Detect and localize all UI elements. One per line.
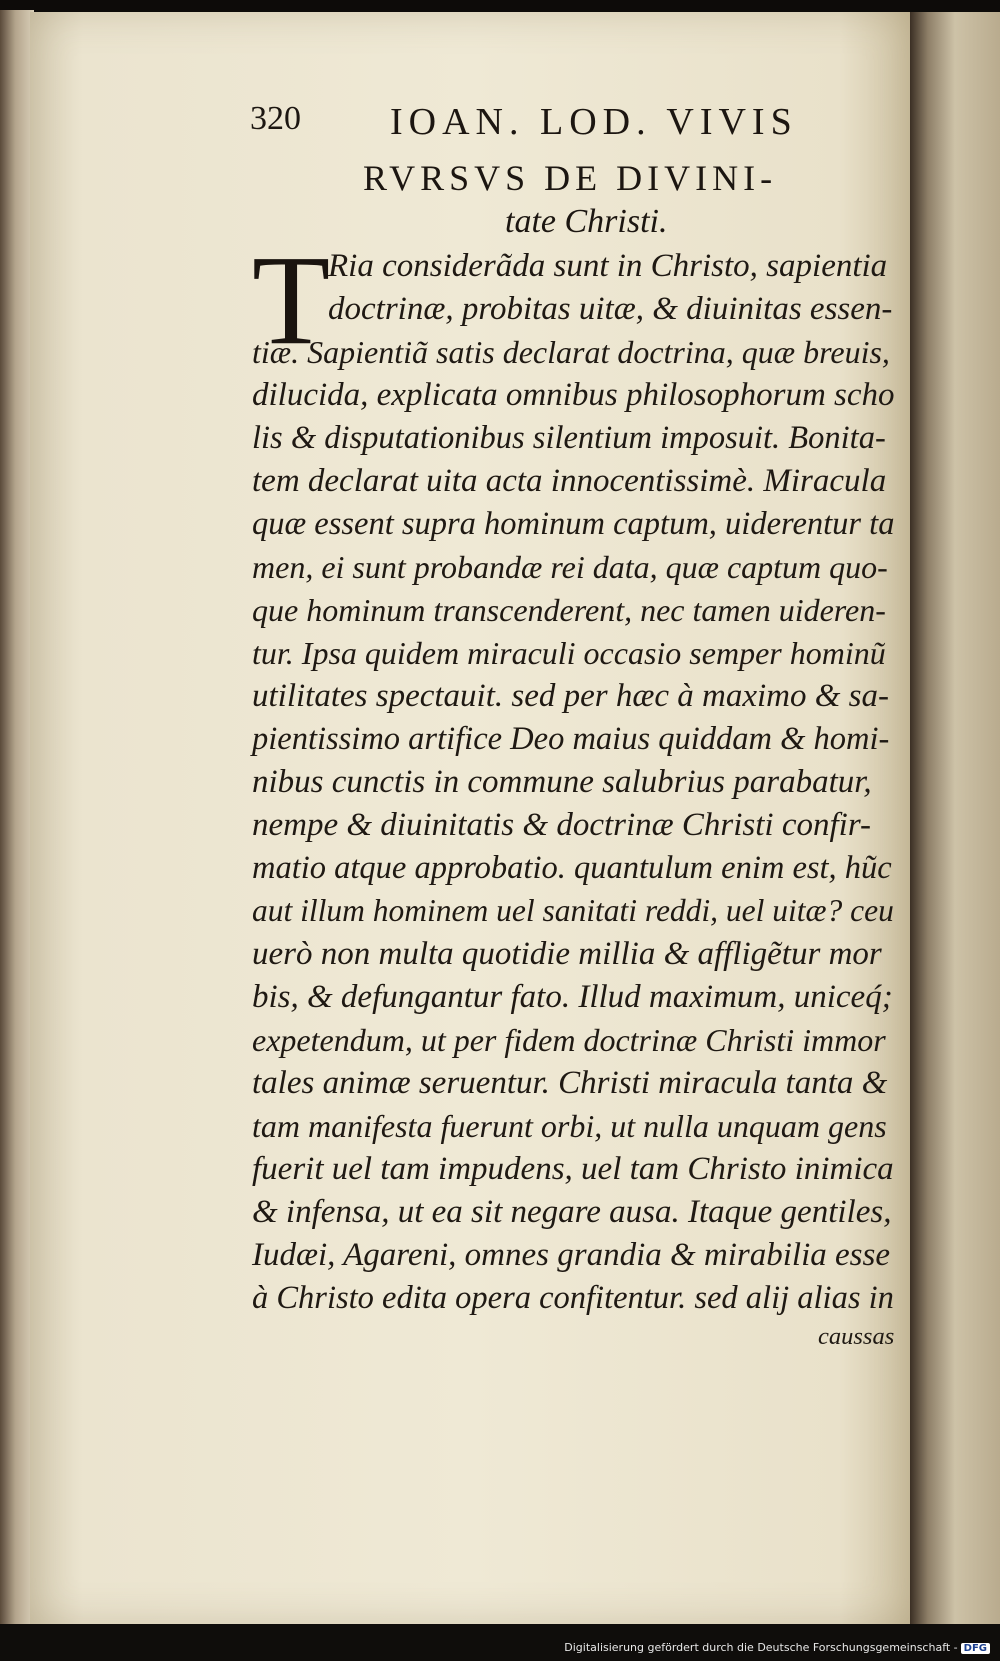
credit-text: Digitalisierung gefördert durch die Deutsche Forschungsgemeinschaft - bbox=[564, 1641, 958, 1654]
page-number: 320 bbox=[250, 100, 301, 137]
text-line: pientissimo artifice Deo maius quiddam & homi- bbox=[252, 721, 890, 757]
text-line: tur. Ipsa quidem miraculi occasio semper hominũ bbox=[252, 635, 886, 671]
text-line: que hominum transcenderent, nec tamen uideren- bbox=[252, 592, 886, 628]
text-line: utilitates spectauit. sed per hæc à maximo & sa- bbox=[252, 678, 890, 714]
text-line: expetendum, ut per fidem doctrinæ Christi immor bbox=[252, 1022, 886, 1058]
drop-cap: T bbox=[252, 229, 331, 371]
page-header bbox=[250, 100, 840, 150]
catchword: caussas bbox=[818, 1323, 895, 1350]
text-line: & infensa, ut ea sit negare ausa. Itaque gentiles, bbox=[252, 1194, 892, 1230]
text-line: quæ essent supra hominum captum, uiderentur ta bbox=[252, 506, 895, 542]
section-title-line-2: tate Christi. bbox=[505, 203, 668, 240]
text-line: tam manifesta fuerunt orbi, ut nulla unquam gens bbox=[252, 1108, 887, 1144]
text-line: men, ei sunt probandæ rei data, quæ captum quo- bbox=[252, 549, 888, 585]
text-line: nempe & diuinitatis & doctrinæ Christi confir- bbox=[252, 807, 872, 843]
text-line: dilucida, explicata omnibus philosophorum scho bbox=[252, 377, 895, 413]
facing-page-edge bbox=[910, 12, 1000, 1624]
top-border bbox=[0, 0, 1000, 12]
dfg-logo-icon: DFG bbox=[961, 1643, 990, 1654]
digitization-credit bbox=[564, 1641, 990, 1654]
text-line: doctrinæ, probitas uitæ, & diuinitas essen- bbox=[328, 291, 893, 327]
text-line: Iudæi, Agareni, omnes grandia & mirabilia esse bbox=[252, 1237, 890, 1273]
text-line: tales animæ seruentur. Christi miracula tanta & bbox=[252, 1065, 888, 1101]
text-line: fuerit uel tam impudens, uel tam Christo inimica bbox=[252, 1151, 894, 1187]
book-edge bbox=[0, 10, 34, 1625]
section-title-line-1: RVRSVS DE DIVINI- bbox=[363, 158, 778, 198]
text-line: tiæ. Sapientiã satis declarat doctrina, quæ breuis, bbox=[252, 334, 890, 370]
text-line: tem declarat uita acta innocentissimè. Miracula bbox=[252, 463, 887, 499]
text-line: bis, & defungantur fato. Illud maximum, uniceq́; bbox=[252, 979, 893, 1015]
text-line: lis & disputationibus silentium imposuit. Bonita- bbox=[252, 420, 886, 456]
text-line: uerò non multa quotidie millia & affligẽtur mor bbox=[252, 936, 882, 972]
text-line: à Christo edita opera confitentur. sed alij alias in bbox=[252, 1280, 894, 1316]
text-line: Ria considerãda sunt in Christo, sapientia bbox=[328, 248, 888, 284]
running-head: IOAN. LOD. VIVIS bbox=[390, 101, 798, 143]
text-line: aut illum hominem uel sanitati reddi, uel uitæ? ceu bbox=[252, 893, 894, 928]
text-line: nibus cunctis in commune salubrius parabatur, bbox=[252, 764, 872, 800]
text-line: matio atque approbatio. quantulum enim est, hũc bbox=[252, 850, 892, 886]
